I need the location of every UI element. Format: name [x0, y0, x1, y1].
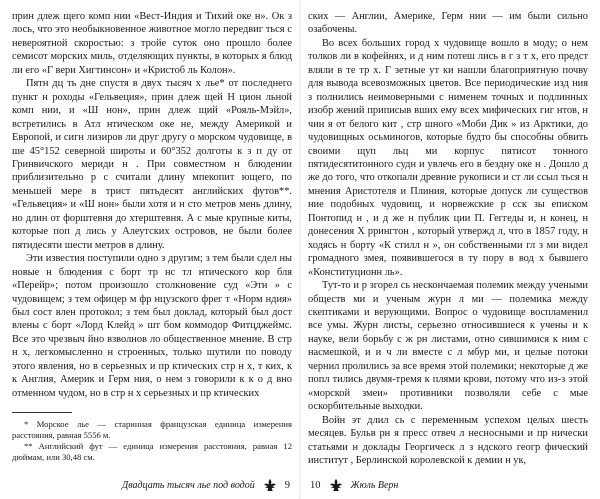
- left-running-footer: [122, 479, 290, 491]
- right-paragraph-2: Во всех больших город х чудовище вошло в моду; о нем толков ли в кофейнях, и д ним потеш лись в г з т х, его предст вляли в те тр х. Г зетные ут ки нашли благоприятную почву для вывода всевозможных цветов. Все периодические изд ния з полнились неимоверными с нименем точных и подлинных изобр жений приписыв вших ему всех мифических гиг нтов, н чин я от белого кит , стр шного «Моби Дик » из Арктики, до чудовищных осьминогов, которые будто бы способны обвить своими щуп льц ми корпус пятисот тонного пятидесятитонного судн и увлечь его в бездну оке н . Дошло д же до того, что откопали древние рукописи и ст ли ссыл ться н мнения Аристотеля и Плиния, которые допуск ли существов ние подобных чудовищ, и норвежские р сск зы еписком Понтопид н , и д же н публик ции П. Геггеды и, н конец, н донесения Х ррингтон , который утвержд л, что в 1857 году, н ходясь н борту «К стилл н », он собственными гл з ми видел громадного змея, появившегося в ту пору в вод х бывшего «Конституционн ль».: [308, 37, 588, 278]
- footnote-2: ** Английский фут — единица измерения расстояния, равная 12 дюймам, или 30,48 см.: [12, 441, 292, 463]
- right-running-footer: [310, 479, 398, 491]
- fleur-de-lis-icon: [329, 479, 343, 491]
- fleur-de-lis-icon: [263, 479, 277, 491]
- left-paragraph-3: Эти известия поступили одно з другим; з тем были сдел ны новые н блюдения с борт тр нс тл нтического кор бля «Перейр»; потом произошло столкновение суд «Этн » с чудовищем; з тем офицер м фр нцузского фрег т «Норм ндия» был сост влен протокол; з тем был доклад, который был дост влены с борт «Лорд Клейд » шт бом коммодор Фитцджеймс. Все это чрезвыч йно взволнов ло общественное мнение. В стр н х, легкомысленно н строенных, только шутили по поводу этого явления, но в серьезных и пр ктических стр н х, т ких, к к Англия, Америк и Герм ния, о нем з говорили к к о д вно отменном чудом, но в стр н х серьезных и пр ктических: [12, 253, 292, 399]
- right-page-body: [308, 10, 588, 467]
- footnote-1: * Морское лье — старинная французская единица измерения расстояния, равная 5556 м.: [12, 419, 292, 441]
- page-number-right: 10: [310, 479, 321, 491]
- right-page: [300, 0, 600, 499]
- running-title-right: Жюль Верн: [350, 479, 399, 491]
- running-title-left: Двадцать тысяч лье под водой: [121, 479, 255, 491]
- left-paragraph-2: Пятн дц ть дне спустя в двух тысяч х лье* от последнего пункт н роходы «Гельвеция», прин длеж щей Н цион льной комп нии, и «Ш нон», прин длеж щий «Рояль-Мэйл», встретились в Атл нтическом оке не, между Америкой и Европой, и сигн лизиров ли друг другу о морском чудовище, в ше 45°152 северной широты и 60°352 долготы к з п ду от Гринвичского мериди н . При совместном н блюдении приблизительно р с считали длину мпекопит ющего, по меньшей мере в трист пятьдесят английских футов**. «Гельвеция» и «Ш нон» были хотя и н сто метров мень длину, но длин от форштевня до хтерштевня. А с мые крупные киты, которые поп д лись у Алеутских островов, не были более пятидесяти шести метров в длину.: [12, 78, 292, 251]
- footnotes: [12, 419, 292, 463]
- right-paragraph-3: Тут-то и р згорел сь нескончаемая полемик между учеными обществ ми и ученым журн л ми — полемика между скептиками и верующими. Вопрос о чудовище воспламенил все умы. Журн листы, серьезно относившиеся к учены и к науке, вели борьбу с ж рн листами, отно сившимися к ним с насмешкой, и и ч ли вместе с л мбур ми, и целые потоки чернил пролились за все время этой полемики; некоторые д же попл тились двумя-тремя к плями крови, потому что из-з этой «морской змеи» противники позволяли себе с мые оскорбительные выходки.: [308, 280, 588, 413]
- footnote-rule: [12, 412, 72, 413]
- page-number-left: 9: [284, 479, 290, 491]
- right-paragraph-4: Войн эт длил сь с переменным успехом целых шесть месяцев. Бульв рн я пресс отвеч л несносными и пр нически статьями н доклады Георгическ л з ндского геогр фический институт , Берлинской королевской к демии н ук,: [308, 414, 588, 466]
- left-paragraph-1: прин длеж щего комп нии «Вест-Индия и Тихий оке н». Ок з лось, что это необыкновенное животное могло передвиг ться с невероятной скоростью: з тройе суток оно прошло более семисот морских миль, отделяющих пункты, в которых я блюд ли его «Г вери Хигтинсон» и «Кристоб ль Колон».: [12, 11, 292, 76]
- left-page-body: [12, 10, 292, 400]
- right-paragraph-1: ских — Англии, Америке, Герм нии — им были сильно озабочены.: [308, 11, 588, 36]
